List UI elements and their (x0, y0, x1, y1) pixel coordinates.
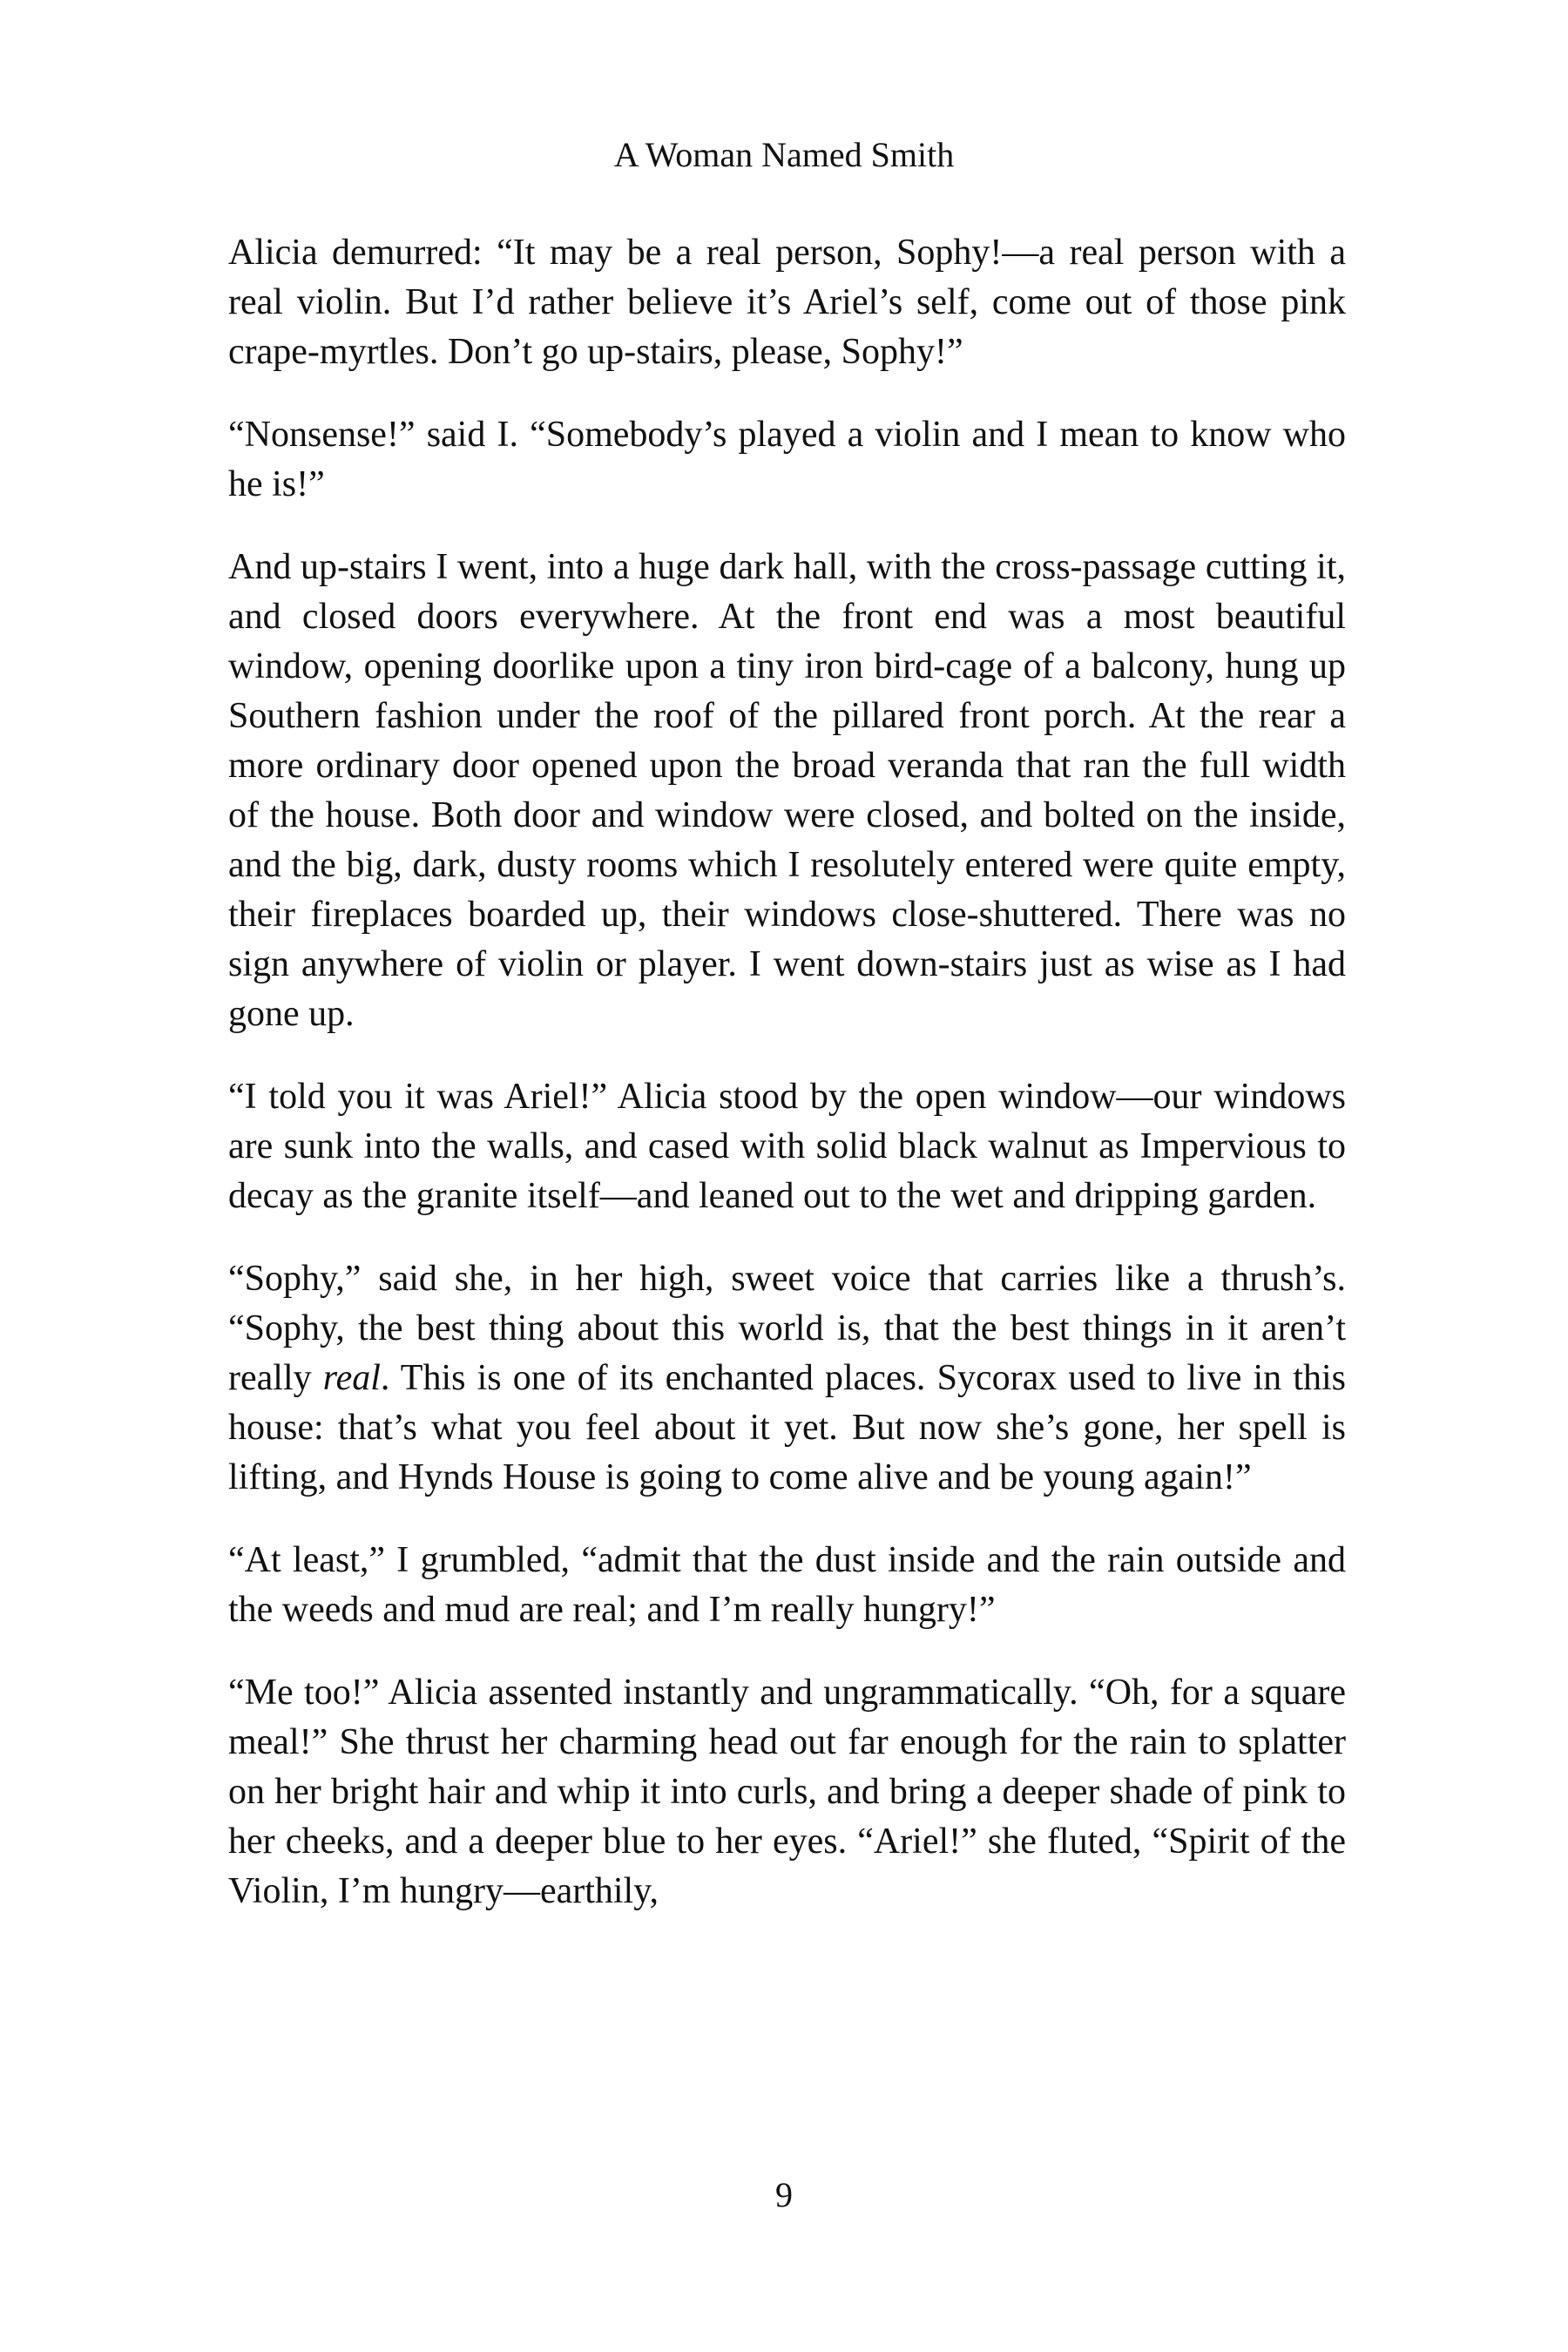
paragraph-1: Alicia demurred: “It may be a real person, Sophy!—a real person with a real violin. But I’d rather believe it’s Ariel’s self, come out of those pink crape-myrtles. Don’t go up-stairs, please, Sophy!” (228, 233, 1346, 372)
paragraph-6: “At least,” I grumbled, “admit that the dust inside and the rain outside and the weeds and mud are real; and I’m really hungry!” (228, 1540, 1346, 1630)
running-head: A Woman Named Smith (613, 135, 955, 174)
paragraph-5-before: “Sophy,” said she, in her high, sweet voice that carries like a thrush’s. “Sophy, the best thing about this world is, that the best things in it aren’t really (228, 1259, 1346, 1398)
paragraph-2: “Nonsense!” said I. “Somebody’s played a violin and I mean to know who he is!” (228, 415, 1346, 504)
page-number: 9 (775, 2175, 793, 2214)
paragraph-5-emphasis: real (322, 1358, 381, 1398)
paragraph-5-after: . This is one of its enchanted places. Sycorax used to live in this house: that’s what you feel about it yet. But now she’s gone, her spell is lifting, and Hynds House is going to come alive and be young again!” (228, 1358, 1347, 1497)
paragraph-4: “I told you it was Ariel!” Alicia stood by the open window—our windows are sunk into the walls, and cased with solid black walnut as Impervious to decay as the granite itself—and leaned out to the wet and dripping garden. (228, 1077, 1346, 1216)
body-text (228, 228, 1346, 1950)
paragraph-5 (228, 1254, 1346, 1503)
paragraph-7: “Me too!” Alicia assented instantly and ungrammatically. “Oh, for a square meal!” She thrust her charming head out far enough for the rain to splatter on her bright hair and whip it into curls, and bring a deeper shade of pink to her cheeks, and a deeper blue to her eyes. “Ariel!” she fluted, “Spirit of the Violin, I’m hungry—earthily, (228, 1673, 1346, 1911)
paragraph-3: And up-stairs I went, into a huge dark hall, with the cross-passage cutting it, and closed doors everywhere. At the front end was a most beautiful window, opening doorlike upon a tiny iron bird-cage of a balcony, hung up Southern fashion under the roof of the pillared front porch. At the rear a more ordinary door opened upon the broad veranda that ran the full width of the house. Both door and window were closed, and bolted on the inside, and the big, dark, dusty rooms which I resolutely entered were quite empty, their fireplaces boarded up, their windows close-shuttered. There was no sign anywhere of violin or player. I went down-stairs just as wise as I had gone up. (228, 547, 1346, 1034)
